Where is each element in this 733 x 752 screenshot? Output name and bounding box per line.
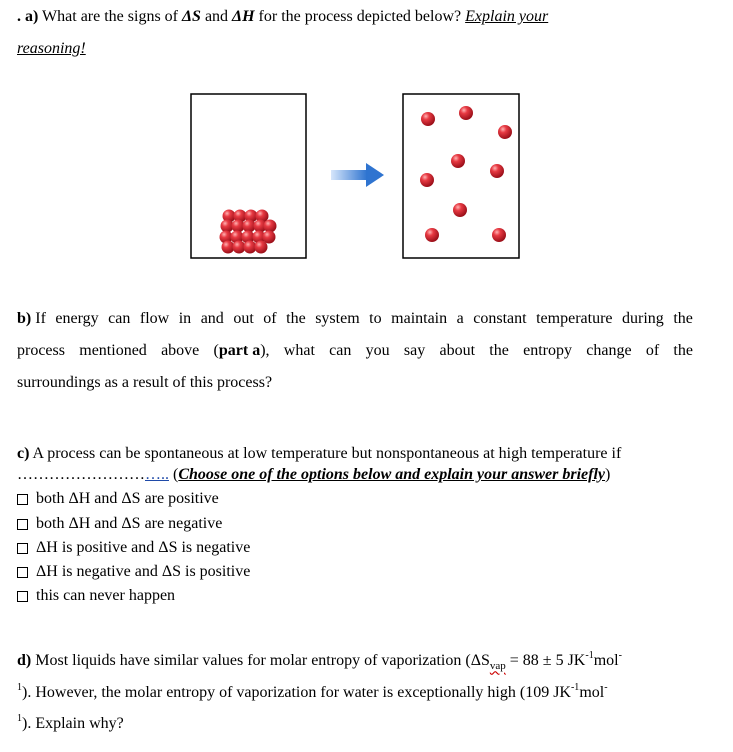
word: mentioned xyxy=(79,342,147,359)
explain-text: Explain your xyxy=(465,8,549,25)
checkbox[interactable] xyxy=(17,494,28,505)
word: maintain xyxy=(391,310,448,327)
delta-s: ΔS xyxy=(182,8,201,25)
prefix: . xyxy=(17,8,25,25)
word: in xyxy=(178,310,192,327)
word: and xyxy=(200,310,224,327)
word: constant xyxy=(473,310,527,327)
word: what xyxy=(283,342,315,359)
particle xyxy=(459,106,473,120)
word: the xyxy=(673,342,693,359)
option-3[interactable]: ΔH is positive and ΔS is negative xyxy=(17,539,250,557)
delta-h: ΔH xyxy=(232,8,255,25)
word: entropy xyxy=(523,342,572,359)
question-c-line2: ……………………….. (Choose one of the options below and explain your answer briefly) xyxy=(17,466,611,483)
word: about xyxy=(439,342,476,359)
question-d-line3: $^1$). Explain why? xyxy=(17,713,124,732)
word: during xyxy=(622,310,664,327)
particle xyxy=(255,241,268,254)
word: b) If xyxy=(17,310,46,327)
question-b-line2 xyxy=(17,342,693,360)
particle xyxy=(492,228,506,242)
word: the xyxy=(286,310,306,327)
word: can xyxy=(329,342,352,359)
particle xyxy=(453,203,467,217)
particle xyxy=(421,112,435,126)
word: out xyxy=(233,310,254,327)
question-c-line1: c) A process can be spontaneous at low temperature but nonspontaneous at high temperature if xyxy=(17,445,622,462)
label-a: a) xyxy=(25,8,39,25)
checkbox[interactable] xyxy=(17,567,28,578)
process-figure xyxy=(0,0,733,300)
particle xyxy=(425,228,439,242)
checkbox[interactable] xyxy=(17,591,28,602)
particle xyxy=(490,164,504,178)
particle xyxy=(264,220,277,233)
word: process xyxy=(17,342,65,359)
word: to xyxy=(369,310,382,327)
particle xyxy=(498,125,512,139)
word: system xyxy=(315,310,360,327)
question-a-line2: reasoning! xyxy=(17,40,86,57)
word: change xyxy=(586,342,632,359)
word: above xyxy=(161,342,200,359)
word: (part a), xyxy=(213,342,270,359)
word: flow xyxy=(139,310,170,327)
word: temperature xyxy=(536,310,613,327)
particle xyxy=(420,173,434,187)
word: can xyxy=(108,310,131,327)
option-1[interactable]: both ΔH and ΔS are positive xyxy=(17,490,219,508)
word: energy xyxy=(55,310,99,327)
word: a xyxy=(456,310,464,327)
question-d-line2: $^1$). However, the molar entropy of vaporization for water is exceptionally high (109 $JK^{-1}mol^-$ xyxy=(17,682,608,701)
word: say xyxy=(403,342,426,359)
checkbox[interactable] xyxy=(17,519,28,530)
word: the xyxy=(673,310,693,327)
word: you xyxy=(365,342,390,359)
option-5[interactable]: this can never happen xyxy=(17,587,175,605)
word: of xyxy=(263,310,277,327)
arrow-icon xyxy=(331,163,384,187)
question-a-line1: . a) What are the signs of ΔS and ΔH for the process depicted below? Explain your xyxy=(17,8,549,25)
question-d-line1: d) Most liquids have similar values for molar entropy of vaporization ($\Delta S_{vap} = 88 \pm 5$ $JK^{-1}mol^-$ xyxy=(17,650,622,673)
checkbox[interactable] xyxy=(17,543,28,554)
option-2[interactable]: both ΔH and ΔS are negative xyxy=(17,515,222,533)
choose-instruction: Choose one of the options below and explain your answer briefly xyxy=(178,466,606,483)
option-4[interactable]: ΔH is negative and ΔS is positive xyxy=(17,563,250,581)
question-b-line1 xyxy=(17,310,693,328)
word: of xyxy=(645,342,660,359)
question-b-line3: surroundings as a result of this process? xyxy=(17,374,273,391)
word: the xyxy=(489,342,509,359)
particle xyxy=(451,154,465,168)
